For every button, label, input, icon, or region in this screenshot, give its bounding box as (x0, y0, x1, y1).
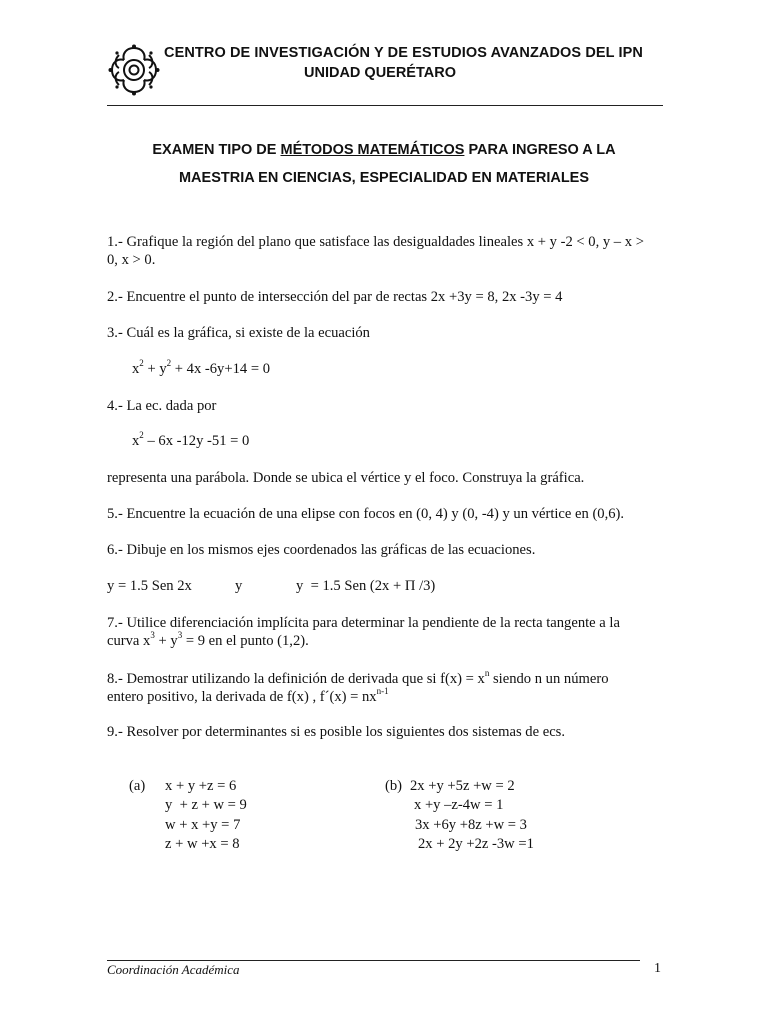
question-6: 6.- Dibuje en los mismos ejes coordenados las gráficas de las ecuaciones. (107, 542, 536, 558)
institution-name: CENTRO DE INVESTIGACIÓN Y DE ESTUDIOS AVANZADOS DEL IPN (164, 45, 643, 61)
question-4-equation: $x^2 - 6x$ -12y -51 = 0 (132, 430, 250, 449)
question-6-equation-1: y = 1.5 Sen 2x (107, 578, 192, 594)
exam-title-line2: MAESTRIA EN CIENCIAS, ESPECIALIDAD EN MATERIALES (178, 170, 590, 186)
system-a-eq-1: x + y +z = 6 (165, 778, 237, 794)
system-b-eq-3: 3x +6y +8z +w = 3 (415, 817, 527, 833)
subject-underlined: MÉTODOS MATEMÁTICOS (280, 142, 465, 158)
system-b-eq-2: x +y –z-4w = 1 (414, 797, 504, 813)
system-b-label: (b) (385, 778, 403, 794)
question-7-line2: curva $x^3 + y^3 = 9$ en el punto (1,2). (107, 630, 309, 649)
question-1-line1: 1.- Grafique la región del plano que satisface las desigualdades lineales x + y -2 < 0, y – x > (107, 234, 644, 250)
system-a-eq-4: z + w +x = 8 (165, 836, 240, 852)
question-8-line1: 8.- Demostrar utilizando la definición de derivada que si $f(x) = x^n$ siendo n un número (107, 668, 609, 687)
institution-unit: UNIDAD QUERÉTARO (304, 65, 456, 81)
question-1-line2: 0, x > 0. (107, 252, 156, 268)
question-4-text: representa una parábola. Donde se ubica el vértice y el foco. Construya la gráfica. (107, 470, 585, 486)
question-4: 4.- La ec. dada por (107, 398, 217, 414)
question-3: 3.- Cuál es la gráfica, si existe de la ecuación (107, 325, 370, 341)
footer-divider (107, 960, 640, 961)
question-6-conjunction: y (235, 578, 243, 594)
question-9: 9.- Resolver por determinantes si es posible los siguientes dos sistemas de ecs. (107, 724, 566, 740)
system-a-label: (a) (129, 778, 146, 794)
system-a-eq-2: y + z + w = 9 (165, 797, 247, 813)
question-3-equation: $x^2 + y^2 + 4x$ -6y+14 = 0 (132, 358, 270, 377)
exam-title-line1: EXAMEN TIPO DE MÉTODOS MATEMÁTICOS PARA INGRESO A LA (152, 142, 616, 158)
system-b-eq-1: 2x +y +5z +w = 2 (410, 778, 515, 794)
question-2: 2.- Encuentre el punto de intersección del par de rectas 2x +3y = 8, 2x -3y = 4 (107, 289, 563, 305)
page-number: 1 (654, 961, 661, 976)
cinvestav-logo (108, 44, 160, 96)
question-5: 5.- Encuentre la ecuación de una elipse con focos en (0, 4) y (0, -4) y un vértice en (0,6). (107, 506, 625, 522)
system-a-eq-3: w + x +y = 7 (165, 817, 241, 833)
system-b-eq-4: 2x + 2y +2z -3w =1 (418, 836, 534, 852)
footer-department: Coordinación Académica (107, 962, 240, 977)
question-6-equation-2: y = 1.5 Sen (2x + Π /3) (296, 578, 436, 594)
question-7-line1: 7.- Utilice diferenciación implícita para determinar la pendiente de la recta tangente a la (107, 615, 620, 631)
question-8-line2: entero positivo, la derivada de f(x) , f´(x) = $nx^{n-1}$ (107, 686, 389, 705)
header-divider (107, 105, 663, 106)
